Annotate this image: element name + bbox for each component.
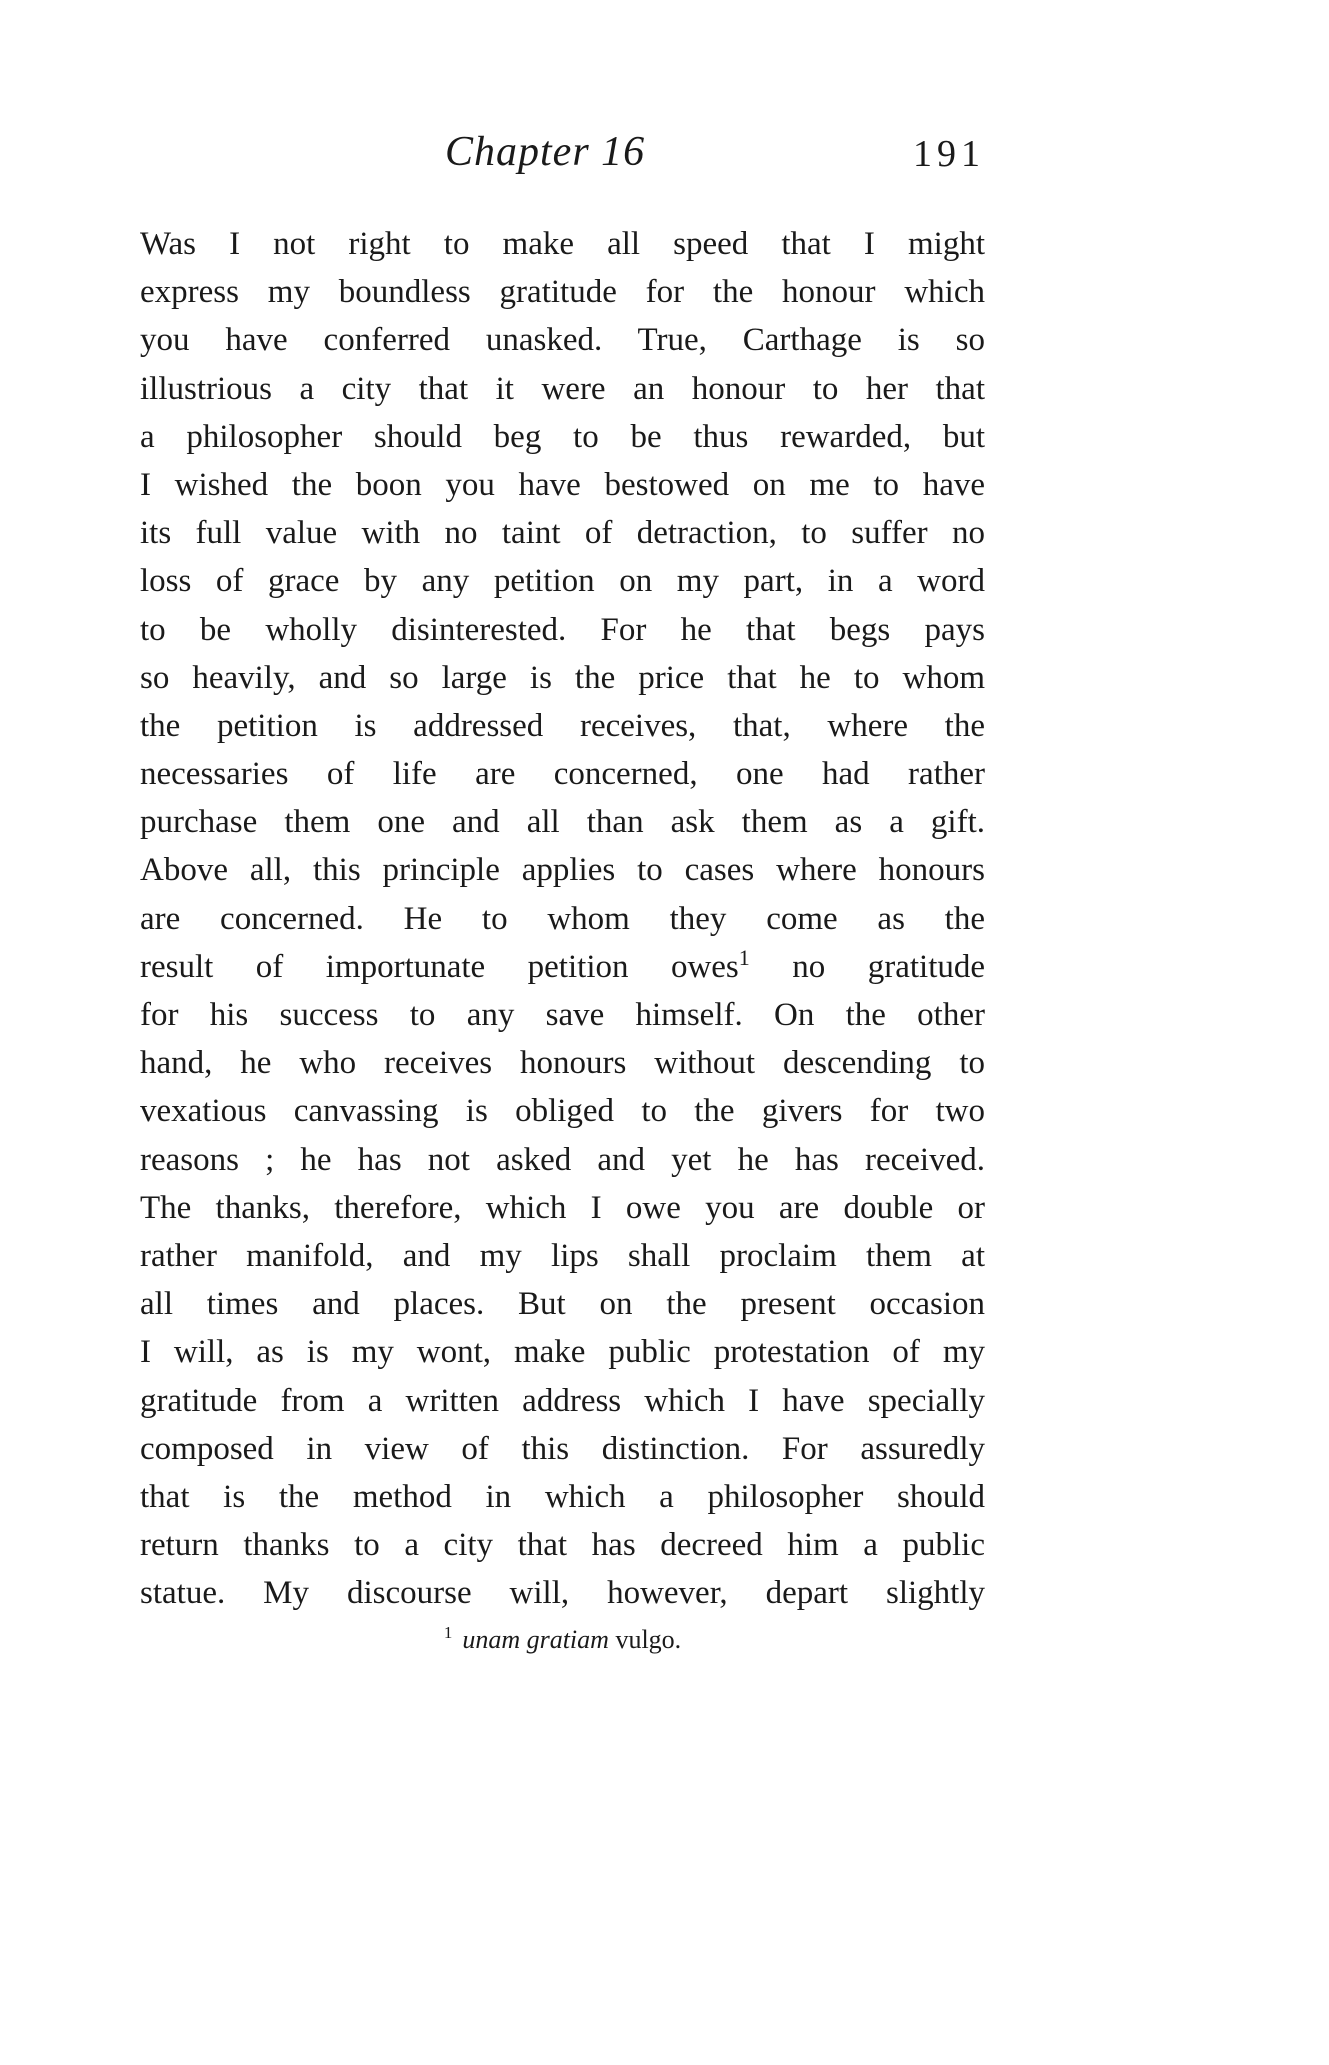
text-line: loss of grace by any petition on my part, in a word [140,563,985,600]
text-line: composed in view of this distinction. For assuredly [140,1430,985,1467]
text-line: I wished the boon you have bestowed on me to have [140,466,985,503]
text-line: you have conferred unasked. True, Carthage is so [140,322,985,359]
text-line: statue. My discourse will, however, depart slightly [140,1575,985,1612]
footnote-marker: 1 [738,944,750,970]
text-line: hand, he who receives honours without descending to [140,1045,985,1082]
text-line: its full value with no taint of detraction, to suffer no [140,515,985,552]
text-line: rather manifold, and my lips shall proclaim them at [140,1237,985,1274]
body-text [140,220,985,1617]
text-segment: no gratitude [792,948,985,985]
text-line: vexatious canvassing is obliged to the givers for two [140,1093,985,1130]
text-line: illustrious a city that it were an honour to her that [140,370,985,407]
text-line: to be wholly disinterested. For he that begs pays [140,611,985,648]
text-segment: result of importunate petition owes [140,948,739,985]
footnote-latin: unam gratiam [462,1625,609,1654]
text-line: so heavily, and so large is the price that he to whom [140,659,985,696]
text-line: are concerned. He to whom they come as the [140,900,985,937]
footnote [140,1625,985,1655]
footnote-number: 1 [443,1623,453,1643]
text-line: purchase them one and all than ask them as a gift. [140,804,985,841]
text-line: I will, as is my wont, make public protestation of my [140,1334,985,1371]
text-line: a philosopher should beg to be thus rewarded, but [140,418,985,455]
text-line: for his success to any save himself. On the other [140,997,985,1033]
text-line: that is the method in which a philosopher should [140,1478,985,1515]
running-head [140,128,985,188]
text-line: the petition is addressed receives, that, where the [140,707,985,744]
text-line: return thanks to a city that has decreed him a public [140,1527,985,1564]
text-line: necessaries of life are concerned, one had rather [140,756,985,793]
text-line: reasons ; he has not asked and yet he has received. [140,1141,985,1178]
text-line: gratitude from a written address which I have specially [140,1382,985,1419]
page-number: 191 [913,133,985,175]
chapter-title: Chapter 16 [445,129,646,175]
text-line: The thanks, therefore, which I owe you are double or [140,1189,985,1226]
text-line-with-footnote [140,943,985,991]
footnote-text: vulgo. [615,1625,682,1654]
text-line: Above all, this principle applies to cases where honours [140,852,985,889]
text-line: all times and places. But on the present occasion [140,1286,985,1323]
text-line: Was I not right to make all speed that I might [140,226,985,262]
text-line: express my boundless gratitude for the honour which [140,274,985,311]
